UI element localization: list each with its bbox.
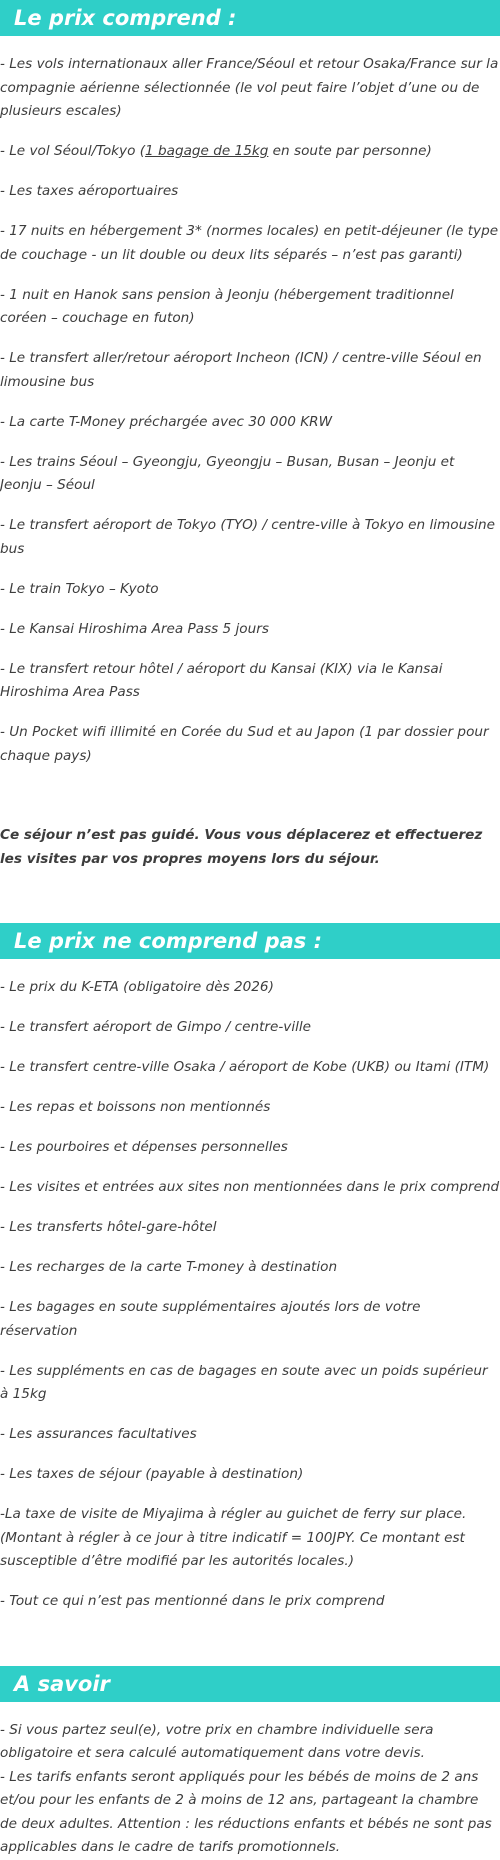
included-item: - Un Pocket wifi illimité en Corée du Sud et au Japon (1 par dossier pour chaque pays) xyxy=(0,724,489,764)
included-item: - Les taxes aéroportuaires xyxy=(0,183,179,199)
excluded-item: - Les bagages en soute supplémentaires ajoutés lors de votre réservation xyxy=(0,1299,421,1339)
know-text xyxy=(0,1719,500,1860)
excluded-item: - Tout ce qui n’est pas mentionné dans le prix comprend xyxy=(0,1593,385,1609)
excluded-item: -La taxe de visite de Miyajima à régler au guichet de ferry sur place. (Montant à régler à ce jour à titre indicatif = 100JPY. Ce montant est susceptible d’être modifié par les autorités locales.) xyxy=(0,1506,467,1569)
excluded-item: - Les taxes de séjour (payable à destination) xyxy=(0,1466,304,1482)
excluded-list xyxy=(0,976,500,1614)
included-item: - 1 nuit en Hanok sans pension à Jeonju (hébergement traditionnel coréen – couchage en futon) xyxy=(0,286,454,326)
know-children-line-cont: de deux adultes. Attention : les réductions enfants et bébés ne sont pas applicables dans le cadre de tarifs promotionnels. xyxy=(0,1815,492,1855)
excluded-item: - Les suppléments en cas de bagages en soute avec un poids supérieur à 15kg xyxy=(0,1362,488,1402)
excluded-item: - Les pourboires et dépenses personnelles xyxy=(0,1139,288,1155)
flight-suffix: en soute par personne) xyxy=(268,143,432,159)
included-item: - Le transfert aéroport de Tokyo (TYO) / centre-ville à Tokyo en limousine bus xyxy=(0,517,496,557)
included-item: - Le transfert retour hôtel / aéroport du Kansai (KIX) via le Kansai Hiroshima Area Pass xyxy=(0,660,443,700)
included-item-flight xyxy=(0,140,500,164)
included-item: - La carte T-Money préchargée avec 30 000 KRW xyxy=(0,413,333,430)
included-item: - Les vols internationaux aller France/Séoul et retour Osaka/France sur la compagnie aérienne sélectionnée (le vol peut faire l’objet d’une ou de plusieurs escales) xyxy=(0,56,499,119)
excluded-item: - Le transfert aéroport de Gimpo / centre-ville xyxy=(0,1019,312,1035)
know-solo-line: - Si vous partez seul(e), votre prix en chambre individuelle sera obligatoire et sera calculé automatiquement dans votre devis. xyxy=(0,1721,434,1761)
excluded-item: - Les transferts hôtel-gare-hôtel xyxy=(0,1219,217,1235)
included-item: - Le train Tokyo – Kyoto xyxy=(0,580,159,597)
excluded-item: - Le transfert centre-ville Osaka / aéroport de Kobe (UKB) ou Itami (ITM) xyxy=(0,1059,490,1075)
section-title-know: A savoir xyxy=(0,1666,500,1702)
included-item: - Le Kansai Hiroshima Area Pass 5 jours xyxy=(0,620,269,637)
know-children-line: - Les tarifs enfants seront appliqués pour les bébés de moins de 2 ans et/ou pour les enfants de 2 à moins de 12 ans, partageant la chambre xyxy=(0,1768,479,1808)
section-title-included: Le prix comprend : xyxy=(0,0,500,36)
baggage-link[interactable]: 1 bagage de 15kg xyxy=(145,143,269,159)
included-item: - Les trains Séoul – Gyeongju, Gyeongju – Busan, Busan – Jeonju et Jeonju – Séoul xyxy=(0,453,455,493)
excluded-item: - Le prix du K-ETA (obligatoire dès 2026) xyxy=(0,979,274,995)
included-item: - 17 nuits en hébergement 3* (normes locales) en petit-déjeuner (le type de couchage - un lit double ou deux lits séparés – n’est pas garanti) xyxy=(0,223,499,263)
flight-prefix: - Le vol Séoul/Tokyo ( xyxy=(0,143,146,159)
excluded-item: - Les recharges de la carte T-money à destination xyxy=(0,1259,338,1275)
excluded-item: - Les repas et boissons non mentionnés xyxy=(0,1099,271,1115)
not-guided-notice: Ce séjour n’est pas guidé. Vous vous déplacerez et effectuerez les visites par vos propres moyens lors du séjour. xyxy=(0,827,483,867)
section-title-excluded: Le prix ne comprend pas : xyxy=(0,923,500,959)
included-item: - Le transfert aller/retour aéroport Incheon (ICN) / centre-ville Séoul en limousine bus xyxy=(0,350,482,390)
included-list xyxy=(0,53,500,768)
excluded-item: - Les visites et entrées aux sites non mentionnées dans le prix comprend xyxy=(0,1179,500,1195)
excluded-item: - Les assurances facultatives xyxy=(0,1426,197,1442)
